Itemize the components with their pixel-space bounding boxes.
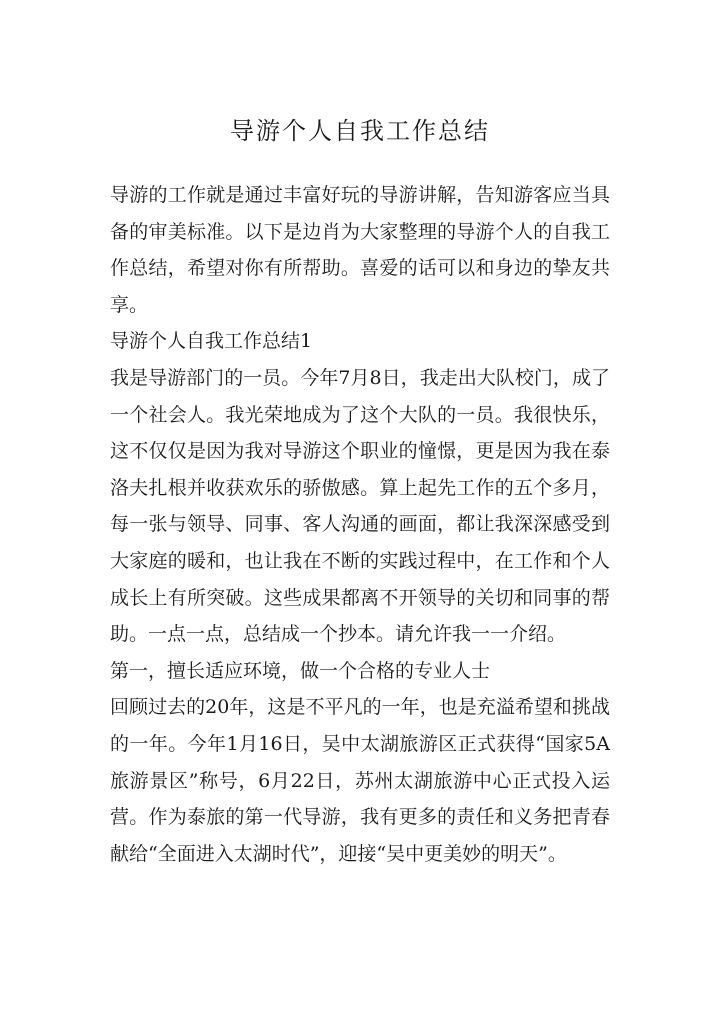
- section-heading-1: 导游个人自我工作总结1: [110, 330, 313, 353]
- body-paragraph-1: 我是导游部门的一员。今年7月8日，我走出大队校门，成了一个社会人。我光荣地成为了这个大队的一员。我很快乐，这不仅仅是因为我对导游这个职业的憧憬，更是因为我在泰洛夫扎根并收获欢乐的骄傲感。算上起先工作的五个多月，每一张与领导、同事、客人沟通的画面，都让我深深感受到大家庭的暖和，也让我在不断的实践过程中，在工作和个人成长上有所突破。这些成果都离不开领导的关切和同事的帮助。一点一点，总结成一个抄本。请允许我一一介绍。: [110, 366, 610, 646]
- intro-paragraph: 导游的工作就是通过丰富好玩的导游讲解，告知游客应当具备的审美标准。以下是边肖为大家整理的导游个人的自我工作总结，希望对你有所帮助。喜爱的话可以和身边的挚友共享。: [110, 184, 610, 316]
- section-heading-2: 第一，擅长适应环境，做一个合格的专业人士: [110, 659, 491, 682]
- body-paragraph-2: 回顾过去的20年，这是不平凡的一年，也是充溢希望和挑战的一年。今年1月16日，吴中太湖旅游区正式获得“国家5A旅游景区”称号，6月22日，苏州太湖旅游中心正式投入运营。作为泰旅的第一代导游，我有更多的责任和义务把青春献给“全面进入太湖时代”，迎接“吴中更美妙的明天”。: [110, 696, 610, 865]
- document-body: [110, 177, 610, 872]
- document-title: 导游个人自我工作总结: [230, 117, 490, 145]
